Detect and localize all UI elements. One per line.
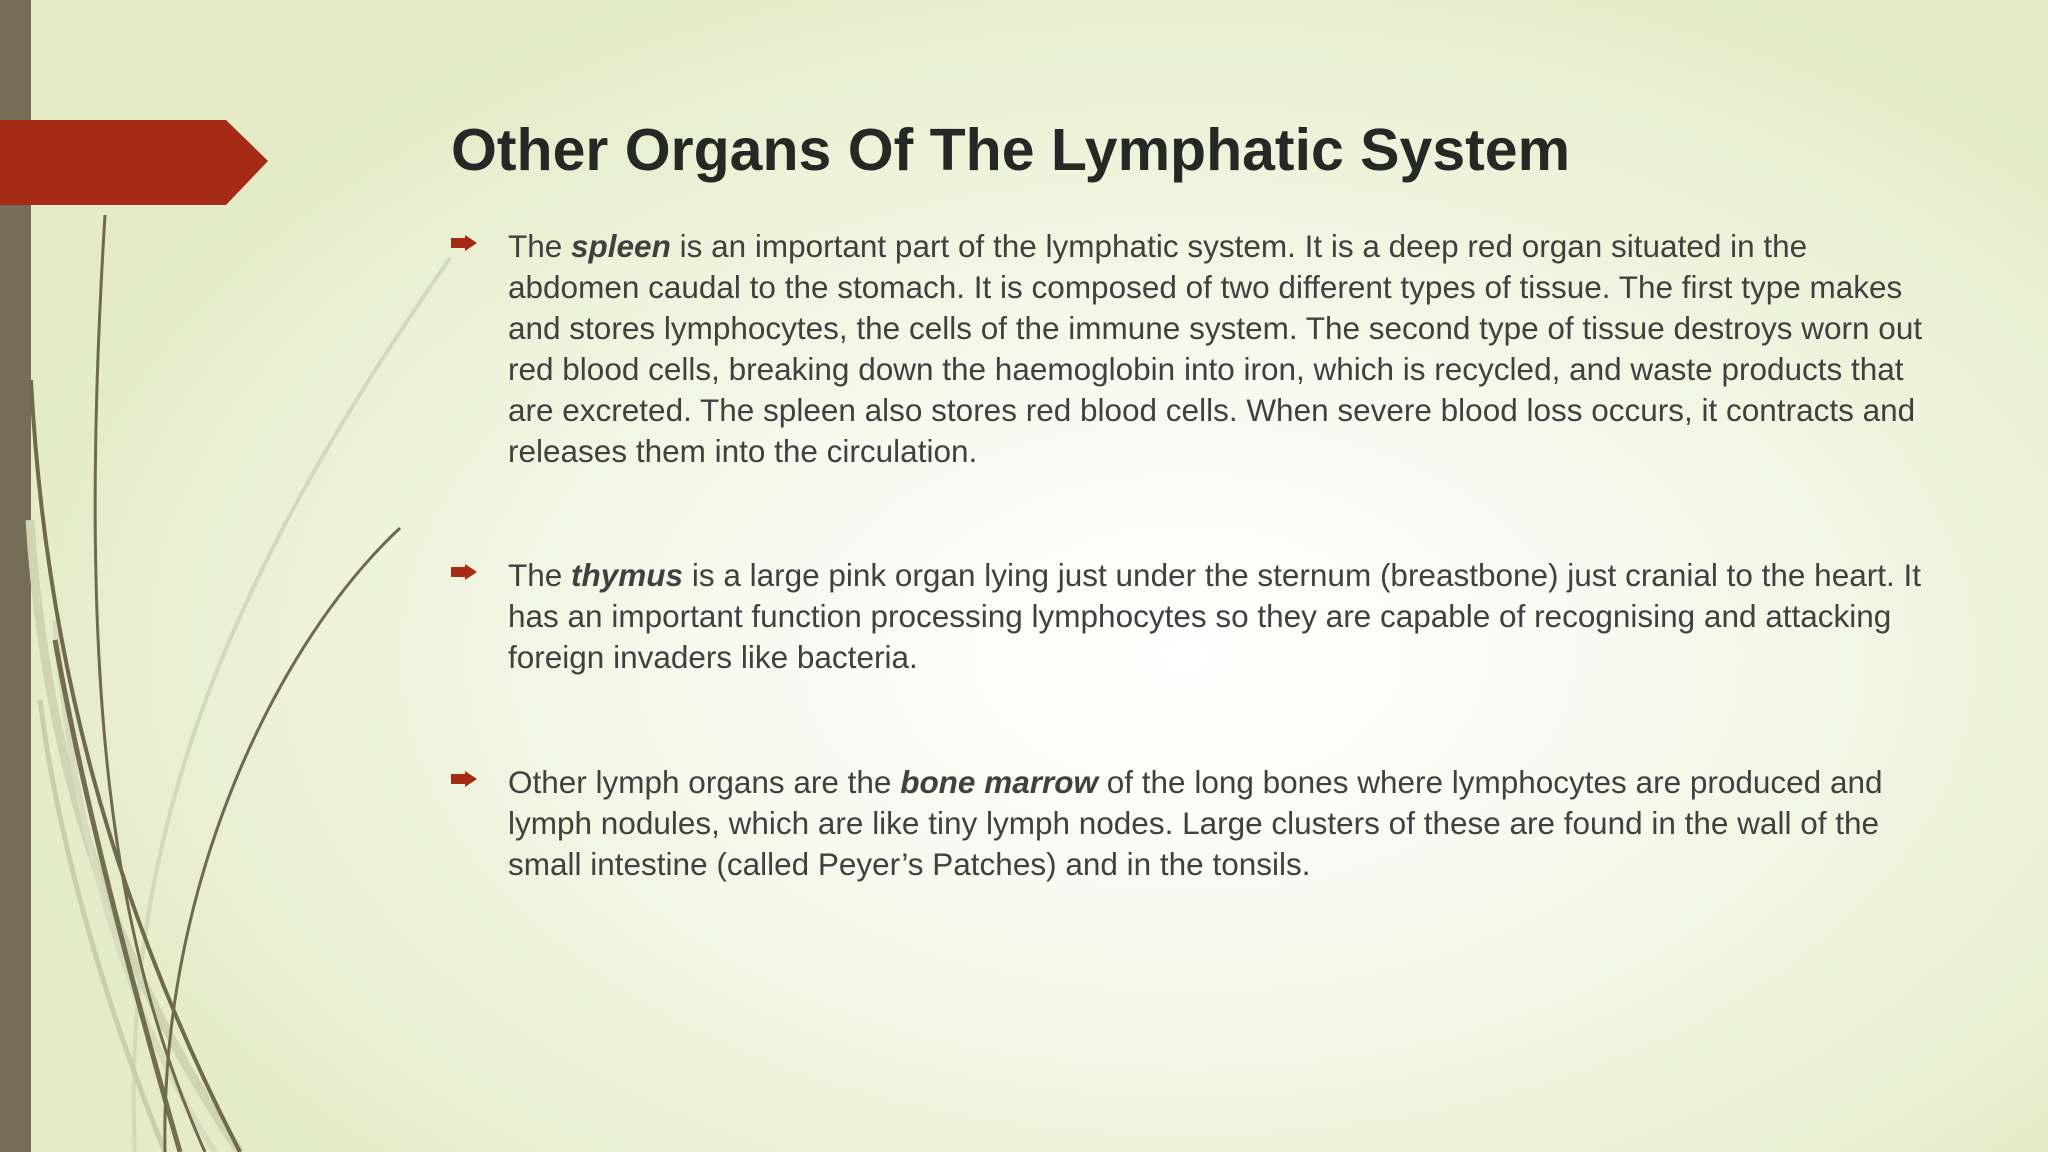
grass-strand-light-3 bbox=[134, 258, 450, 1152]
left-accent-bar bbox=[0, 0, 31, 1152]
bullet-emphasis: thymus bbox=[571, 557, 684, 593]
title-accent-flag bbox=[0, 120, 268, 205]
arrow-bullet-icon bbox=[451, 235, 477, 251]
grass-strand-dark-2 bbox=[31, 380, 240, 1152]
bullet-text bbox=[508, 762, 1928, 885]
bullet-emphasis: spleen bbox=[571, 228, 671, 264]
grass-strand-light-2 bbox=[55, 620, 215, 1152]
bullet-rest: of the long bones where lymphocytes are produced and lymph nodules, which are like tiny lymph nodes. Large clusters of these are found in the wall of the small intestine (called Peyer’s Patches) and in the tonsils. bbox=[508, 764, 1883, 882]
grass-strand-dark-1 bbox=[95, 215, 205, 1152]
slide-title: Other Organs Of The Lymphatic System bbox=[451, 117, 1571, 183]
bullet-bone-marrow bbox=[508, 762, 1928, 885]
bullet-rest: is an important part of the lymphatic system. It is a deep red organ situated in the abdomen caudal to the stomach. It is composed of two different types of tissue. The first type makes and stores lymphocytes, the cells of the immune system. The second type of tissue destroys worn out red blood cells, breaking down the haemoglobin into iron, which is recycled, and waste products that are excreted. The spleen also stores red blood cells. When severe blood loss occurs, it contracts and releases them into the circulation. bbox=[508, 228, 1923, 469]
grass-strand-dark-4 bbox=[165, 528, 400, 1152]
bullet-emphasis: bone marrow bbox=[900, 764, 1098, 800]
bullet-text bbox=[508, 226, 1928, 472]
bullet-thymus bbox=[508, 555, 1928, 678]
bullet-rest: is a large pink organ lying just under the sternum (breastbone) just cranial to the heart. It has an important function processing lymphocytes so they are capable of recognising and attacking foreign invaders like bacteria. bbox=[508, 557, 1921, 675]
bullet-lead: The bbox=[508, 228, 572, 264]
grass-strand-light-1 bbox=[30, 520, 240, 1152]
arrow-bullet-icon bbox=[451, 771, 477, 787]
bullet-lead: Other lymph organs are the bbox=[508, 764, 901, 800]
arrow-bullet-icon bbox=[451, 564, 477, 580]
bullet-lead: The bbox=[508, 557, 572, 593]
bullet-spleen bbox=[508, 226, 1928, 472]
grass-strand-light-4 bbox=[40, 700, 165, 1152]
bullet-text bbox=[508, 555, 1928, 678]
grass-strand-dark-3 bbox=[55, 640, 180, 1152]
